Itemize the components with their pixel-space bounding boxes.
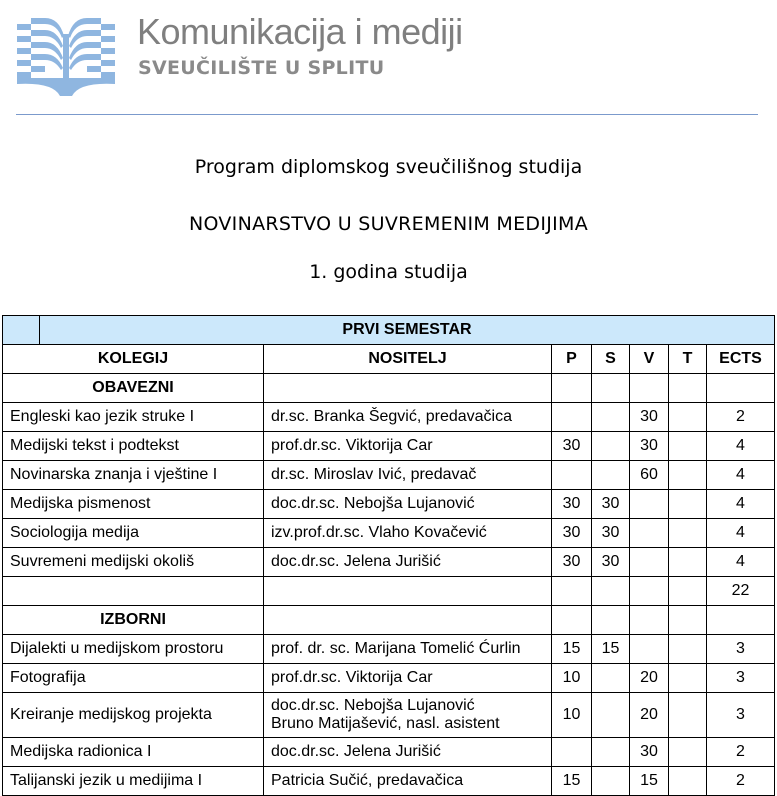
- hours-v: [630, 519, 669, 548]
- hours-t: [669, 461, 707, 490]
- brand-title: Komunikacija i mediji: [137, 11, 463, 52]
- empty-cell: [552, 606, 592, 635]
- column-header-course: KOLEGIJ: [3, 345, 264, 374]
- course-name: Medijska pismenost: [3, 490, 264, 519]
- curriculum-table: [2, 315, 775, 796]
- hours-p: 30: [552, 548, 592, 577]
- hours-t: [669, 490, 707, 519]
- lecturer-name: [264, 693, 552, 738]
- table-row: [3, 519, 775, 548]
- course-name: Sociologija medija: [3, 519, 264, 548]
- hours-s: [592, 403, 630, 432]
- empty-cell: [592, 577, 630, 606]
- hours-v: 20: [630, 664, 669, 693]
- hours-s: [592, 767, 630, 796]
- semester-corner-cell: [3, 316, 40, 345]
- course-name: Kreiranje medijskog projekta: [3, 693, 264, 738]
- table-row: [3, 664, 775, 693]
- hours-s: [592, 664, 630, 693]
- hours-v: 30: [630, 403, 669, 432]
- hours-t: [669, 548, 707, 577]
- hours-v: 15: [630, 767, 669, 796]
- lecturer-name: doc.dr.sc. Nebojša Lujanović: [264, 490, 552, 519]
- hours-p: [552, 461, 592, 490]
- empty-cell: [669, 577, 707, 606]
- hours-p: 30: [552, 519, 592, 548]
- hours-s: [592, 738, 630, 767]
- group-row-mandatory: [3, 374, 775, 403]
- table-row: [3, 490, 775, 519]
- empty-cell: [552, 577, 592, 606]
- header-divider: [16, 114, 758, 115]
- lecturer-name: doc.dr.sc. Jelena Jurišić: [264, 548, 552, 577]
- semester-header-row: [3, 316, 775, 345]
- lecturer-name: prof. dr. sc. Marijana Tomelić Ćurlin: [264, 635, 552, 664]
- hours-t: [669, 519, 707, 548]
- hours-p: 10: [552, 664, 592, 693]
- empty-cell: [630, 577, 669, 606]
- course-name: Talijanski jezik u medijima I: [3, 767, 264, 796]
- table-row: [3, 432, 775, 461]
- column-header-lecturer: NOSITELJ: [264, 345, 552, 374]
- empty-cell: [552, 374, 592, 403]
- empty-cell: [630, 374, 669, 403]
- lecturer-name: prof.dr.sc. Viktorija Car: [264, 432, 552, 461]
- hours-p: 30: [552, 490, 592, 519]
- hours-p: [552, 403, 592, 432]
- hours-t: [669, 403, 707, 432]
- page-header: [0, 0, 777, 116]
- ects-value: 4: [707, 432, 775, 461]
- ects-value: 2: [707, 767, 775, 796]
- column-header-ects: ECTS: [707, 345, 775, 374]
- lecturer-name: izv.prof.dr.sc. Vlaho Kovačević: [264, 519, 552, 548]
- hours-v: [630, 548, 669, 577]
- hours-s: 30: [592, 519, 630, 548]
- hours-s: 15: [592, 635, 630, 664]
- course-name: Novinarska znanja i vještine I: [3, 461, 264, 490]
- column-header-row: [3, 345, 775, 374]
- hours-p: 15: [552, 635, 592, 664]
- hours-p: 15: [552, 767, 592, 796]
- group-label-elective: IZBORNI: [3, 606, 264, 635]
- hours-s: 30: [592, 548, 630, 577]
- hours-v: 20: [630, 693, 669, 738]
- course-name: Medijski tekst i podtekst: [3, 432, 264, 461]
- table-row: [3, 738, 775, 767]
- hours-s: 30: [592, 490, 630, 519]
- ects-value: 3: [707, 693, 775, 738]
- ects-value: 4: [707, 519, 775, 548]
- table-row: [3, 767, 775, 796]
- empty-cell: [264, 374, 552, 403]
- ects-value: 3: [707, 635, 775, 664]
- column-header-t: T: [669, 345, 707, 374]
- table-row: [3, 461, 775, 490]
- course-name: Engleski kao jezik struke I: [3, 403, 264, 432]
- hours-p: 10: [552, 693, 592, 738]
- semester-label: PRVI SEMESTAR: [40, 316, 775, 345]
- hours-v: [630, 635, 669, 664]
- ects-value: 4: [707, 461, 775, 490]
- lecturer-name: dr.sc. Miroslav Ivić, predavač: [264, 461, 552, 490]
- lecturer-name: doc.dr.sc. Jelena Jurišić: [264, 738, 552, 767]
- brand-subtitle: SVEUČILIŠTE U SPLITU: [138, 57, 385, 79]
- ects-value: 3: [707, 664, 775, 693]
- ects-value: 4: [707, 548, 775, 577]
- course-name: Dijalekti u medijskom prostoru: [3, 635, 264, 664]
- empty-cell: [630, 606, 669, 635]
- empty-cell: [592, 374, 630, 403]
- ects-value: 2: [707, 738, 775, 767]
- course-name: Fotografija: [3, 664, 264, 693]
- empty-cell: [3, 577, 264, 606]
- empty-cell: [264, 577, 552, 606]
- hours-t: [669, 664, 707, 693]
- empty-cell: [592, 606, 630, 635]
- lecturer-name: prof.dr.sc. Viktorija Car: [264, 664, 552, 693]
- hours-t: [669, 635, 707, 664]
- hours-t: [669, 738, 707, 767]
- ects-value: 4: [707, 490, 775, 519]
- table-row: [3, 403, 775, 432]
- hours-v: 30: [630, 432, 669, 461]
- column-header-p: P: [552, 345, 592, 374]
- lecturer-name: Patricia Sučić, predavačica: [264, 767, 552, 796]
- hours-v: 60: [630, 461, 669, 490]
- course-name: Medijska radionica I: [3, 738, 264, 767]
- lecturer-line-1: doc.dr.sc. Nebojša Lujanović: [271, 697, 475, 714]
- program-name: NOVINARSTVO U SUVREMENIM MEDIJIMA: [188, 213, 589, 235]
- empty-cell: [669, 606, 707, 635]
- empty-cell: [264, 606, 552, 635]
- ects-value: 2: [707, 403, 775, 432]
- group-label-mandatory: OBAVEZNI: [3, 374, 264, 403]
- hours-s: [592, 693, 630, 738]
- table-row: [3, 548, 775, 577]
- study-year: 1. godina studija: [309, 261, 468, 283]
- open-book-tree-logo-icon: [17, 14, 115, 96]
- empty-cell: [669, 374, 707, 403]
- course-name: Suvremeni medijski okoliš: [3, 548, 264, 577]
- hours-s: [592, 461, 630, 490]
- hours-t: [669, 767, 707, 796]
- column-header-v: V: [630, 345, 669, 374]
- table-row: [3, 635, 775, 664]
- group-row-elective: [3, 606, 775, 635]
- hours-v: 30: [630, 738, 669, 767]
- empty-cell: [707, 374, 775, 403]
- mandatory-total-row: [3, 577, 775, 606]
- lecturer-line-2: Bruno Matijašević, nasl. asistent: [271, 715, 500, 732]
- hours-s: [592, 432, 630, 461]
- table-row: [3, 693, 775, 738]
- column-header-s: S: [592, 345, 630, 374]
- lecturer-name: dr.sc. Branka Šegvić, predavačica: [264, 403, 552, 432]
- empty-cell: [707, 606, 775, 635]
- hours-t: [669, 432, 707, 461]
- hours-p: [552, 738, 592, 767]
- hours-p: 30: [552, 432, 592, 461]
- document-title: Program diplomskog sveučilišnog studija: [194, 156, 583, 178]
- hours-t: [669, 693, 707, 738]
- total-ects: 22: [707, 577, 775, 606]
- hours-v: [630, 490, 669, 519]
